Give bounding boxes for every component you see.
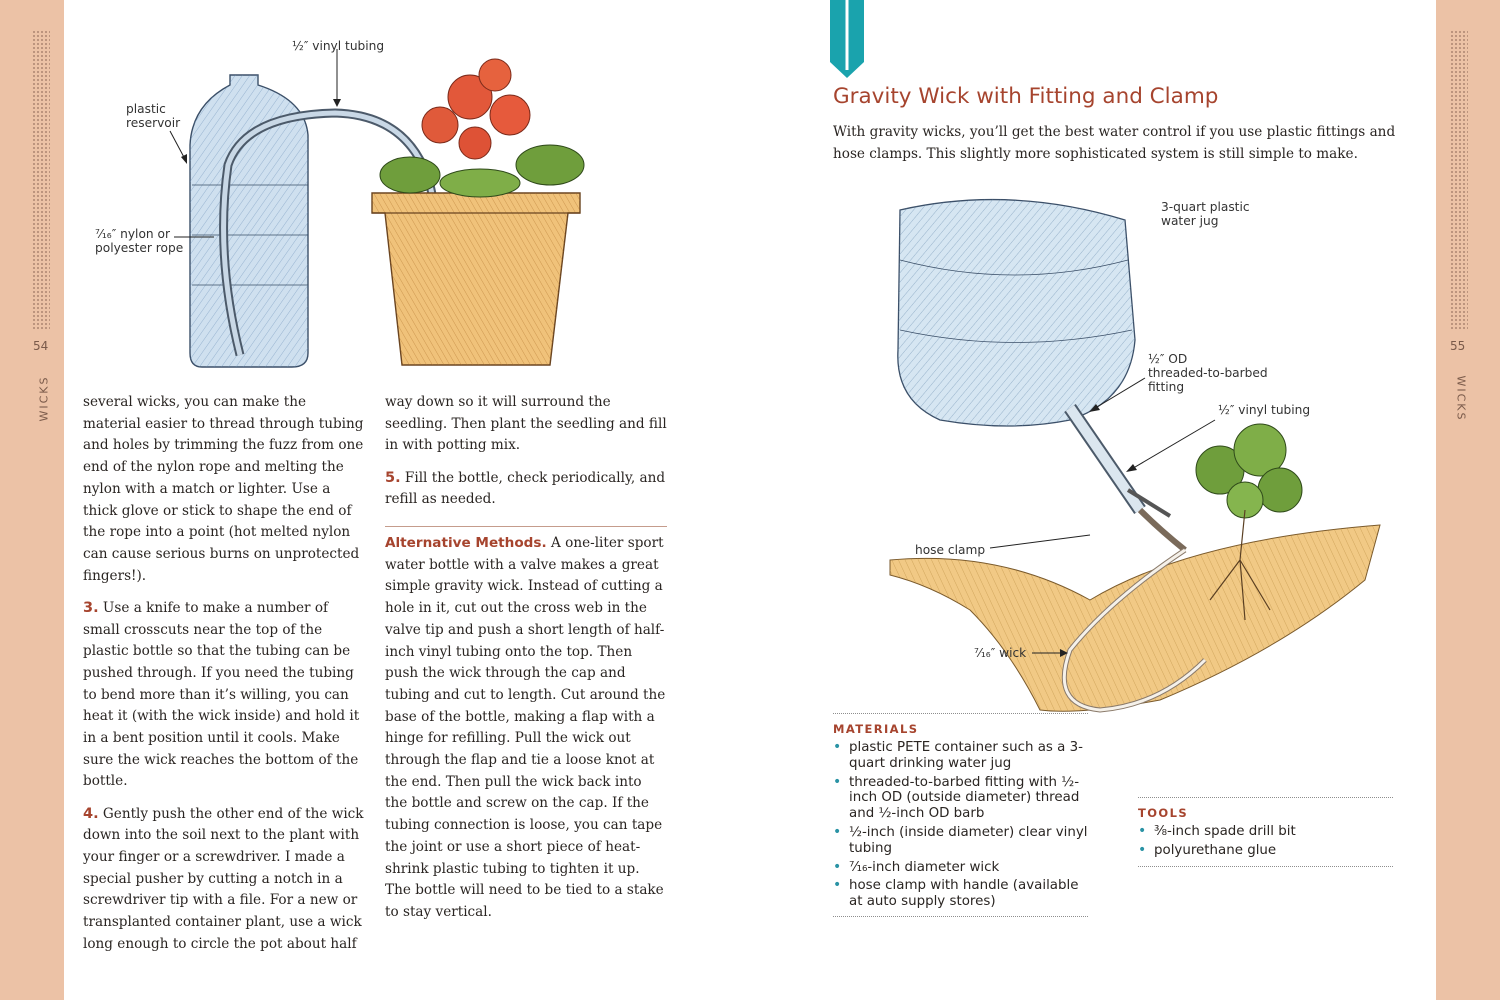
label-hose-clamp: hose clamp [915, 543, 986, 557]
step-5-text: Fill the bottle, check periodically, and refill as needed. [385, 469, 666, 508]
label-fitting: ½″ OD threaded-to-barbed fitting [1148, 352, 1268, 394]
alternative-methods-heading: Alternative Methods. [385, 535, 547, 551]
intro-paragraph: With gravity wicks, you’ll get the best water control if you use plastic fittings and hose clamps. This slightly more sophisticated system is still simple to make. [833, 124, 1396, 162]
paragraph-wick-preparation: several wicks, you can make the material easier to thread through tubing and holes by trimming the fuzz from one end of the nylon rope and melting the nylon with a match or lighter. Use a thick glove or stick to shape the end of the rope into a point (hot melted nylon can cause serious burns on unprotected fingers!). [83, 394, 364, 584]
running-head-left: WICKS [37, 375, 51, 422]
materials-item: • ⁷⁄₁₆-inch diameter wick [833, 860, 1093, 876]
running-head-right: WICKS [1454, 375, 1468, 422]
step-4 [83, 804, 368, 956]
tools-bottom-rule [1138, 866, 1393, 867]
bottle-pot-illustration [80, 35, 640, 375]
materials-item: • plastic PETE container such as a 3-quart drinking water jug [833, 740, 1093, 772]
right-dot-pattern [1450, 30, 1468, 330]
alternative-methods-rule [385, 526, 667, 527]
step-3-number: 3. [83, 599, 99, 616]
label-vinyl-tubing-left: ½″ vinyl tubing [292, 39, 385, 53]
materials-top-rule [833, 713, 1088, 714]
materials-item: • threaded-to-barbed fitting with ½-inch OD (outside diameter) thread and ½-inch OD barb [833, 775, 1093, 822]
gravity-wick-illustration [860, 180, 1400, 720]
label-water-jug: 3-quart plastic water jug [1161, 200, 1250, 228]
left-column-1 [83, 392, 368, 966]
page-number-right: 55 [1450, 339, 1466, 353]
materials-item: • ½-inch (inside diameter) clear vinyl tubing [833, 825, 1093, 857]
tools-item: • polyurethane glue [1138, 843, 1393, 859]
left-column-2 [385, 392, 668, 522]
alternative-methods-text: A one-liter sport water bottle with a valve makes a great simple gravity wick. Instead of cutting a hole in it, cut out the cross web in the valve tip and push a short length of half-inch vinyl tubing onto the top. Then push the wick through the cap and tubing and cut to length. Cut around the base of the bottle, making a flap with a hinge for refilling. Pull the wick out through the flap and tie a loose knot at the end. Then pull the wick back into the bottle and screw on the cap. If the tubing connection is loose, you can tape the joint or use a short piece of heat-shrink plastic tubing to tighten it up. The bottle will need to be tied to a stake to stay vertical. [385, 535, 666, 920]
tools-top-rule [1138, 797, 1393, 798]
page-number-left: 54 [33, 339, 49, 353]
section-title: Gravity Wick with Fitting and Clamp [833, 84, 1219, 109]
label-plastic-reservoir: plastic reservoir [126, 102, 181, 130]
tools-heading: TOOLS [1138, 806, 1189, 820]
label-vinyl-tubing-right: ½″ vinyl tubing [1218, 403, 1311, 417]
materials-item: • hose clamp with handle (available at auto supply stores) [833, 878, 1093, 910]
step-5-number: 5. [385, 469, 401, 486]
step-3 [83, 598, 368, 793]
materials-list [833, 740, 1093, 913]
step-5 [385, 468, 668, 511]
step-4-text: Gently push the other end of the wick down into the soil next to the plant with your finger or a screwdriver. I made a special pusher by cutting a notch in a screwdriver tip with a file. For a new or transplanted container plant, use a wick long enough to circle the pot about half [83, 805, 364, 952]
alternative-methods-sidebar [385, 533, 668, 934]
teal-ribbon [830, 0, 866, 80]
alternative-methods-paragraph [385, 533, 668, 924]
tools-list [1138, 824, 1393, 862]
step-4-number: 4. [83, 805, 99, 822]
label-rope: ⁷⁄₁₆″ nylon or polyester rope [95, 227, 184, 255]
materials-heading: MATERIALS [833, 722, 919, 736]
left-dot-pattern [32, 30, 50, 330]
step-3-text: Use a knife to make a number of small crosscuts near the top of the plastic bottle so that the tubing can be pushed through. If you need the tubing to bend more than it’s willing, you can heat it (with the wick inside) and hold it in a bent position until it cools. Make sure the wick reaches the bottom of the bottle. [83, 599, 360, 790]
paragraph-continuation: way down so it will surround the seedling. Then plant the seedling and fill in with potting mix. [385, 394, 667, 454]
right-margin-band [1436, 0, 1500, 1000]
tools-item: • ⅜-inch spade drill bit [1138, 824, 1393, 840]
label-wick: ⁷⁄₁₆″ wick [974, 646, 1027, 660]
materials-bottom-rule [833, 916, 1088, 917]
